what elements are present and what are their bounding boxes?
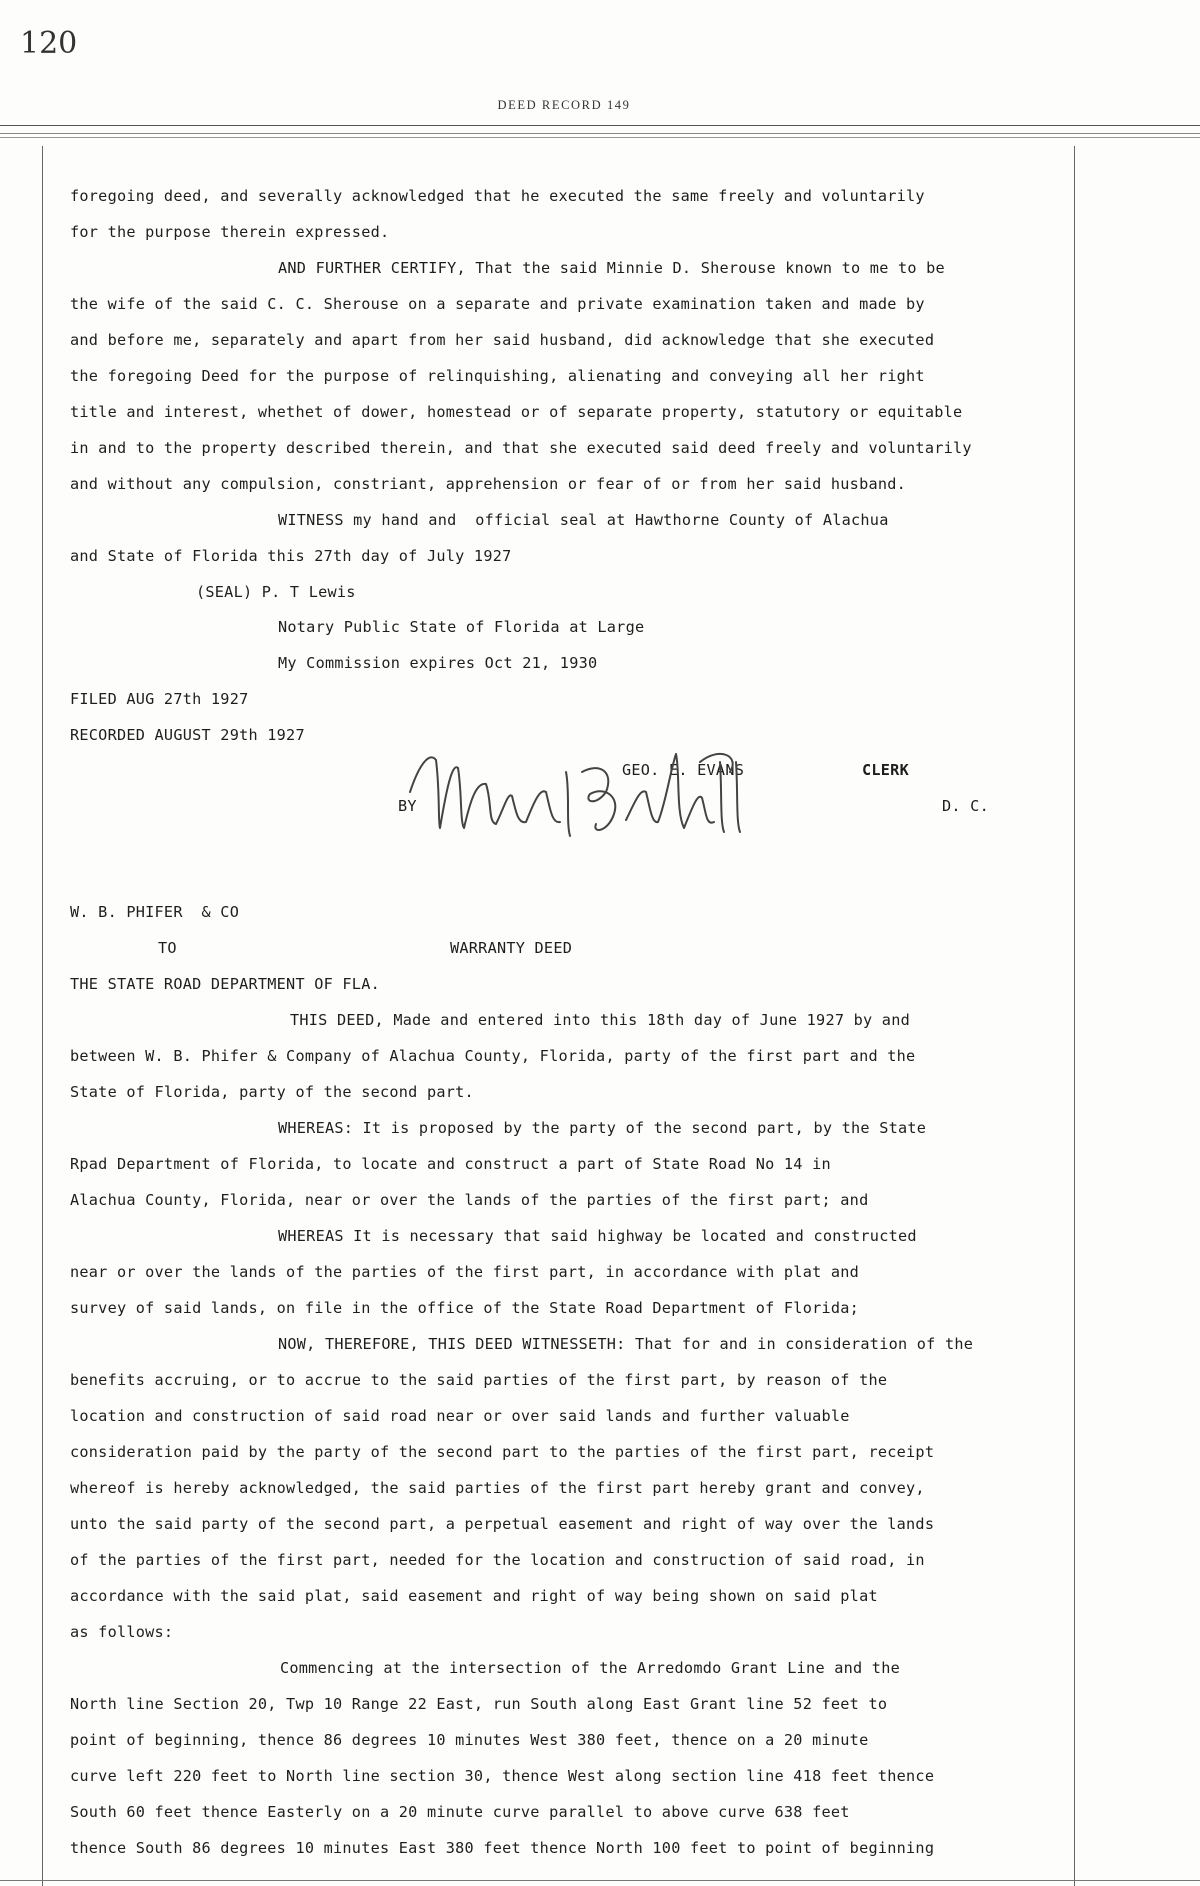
deed-body-line: THIS DEED, Made and entered into this 18th day of June 1927 by and [290, 1011, 910, 1029]
deed-body-line: consideration paid by the party of the second part to the parties of the first part, receipt [70, 1443, 935, 1461]
clerk-name: GEO. E. EVANS [622, 761, 745, 779]
deed-body-line: WHEREAS: It is proposed by the party of the second part, by the State [278, 1119, 927, 1137]
deed-body-line: whereof is hereby acknowledged, the said parties of the first part hereby grant and convey, [70, 1479, 925, 1497]
clerk-title: CLERK [862, 761, 909, 779]
deed-body-line: location and construction of said road near or over said lands and further valuable [70, 1407, 850, 1425]
witness-line: WITNESS my hand and official seal at Hawthorne County of Alachua [278, 511, 889, 529]
header-rule-top [0, 125, 1200, 126]
deed-body-line: unto the said party of the second part, a perpetual easement and right of way over the lands [70, 1515, 935, 1533]
deed-body-line: benefits accruing, or to accrue to the said parties of the first part, by reason of the [70, 1371, 888, 1389]
deed-body-line: point of beginning, thence 86 degrees 10 minutes West 380 feet, thence on a 20 minute [70, 1731, 869, 1749]
deed-body-line: Rpad Department of Florida, to locate and construct a part of State Road No 14 in [70, 1155, 831, 1173]
deed-body-line: of the parties of the first part, needed for the location and construction of said road, in [70, 1551, 925, 1569]
deed-grantor: W. B. PHIFER & CO [70, 903, 240, 921]
certificate-line: and without any compulsion, constriant, apprehension or fear of or from her said husband. [70, 475, 907, 493]
deed-body-line: thence South 86 degrees 10 minutes East 380 feet thence North 100 feet to point of beginning [70, 1839, 935, 1857]
deed-body-line: North line Section 20, Twp 10 Range 22 East, run South along East Grant line 52 feet to [70, 1695, 888, 1713]
deed-body-line: NOW, THEREFORE, THIS DEED WITNESSETH: That for and in consideration of the [278, 1335, 974, 1353]
deed-body-line: between W. B. Phifer & Company of Alachua County, Florida, party of the first part and the [70, 1047, 916, 1065]
certificate-line: the foregoing Deed for the purpose of relinquishing, alienating and conveying all her right [70, 367, 925, 385]
deed-body-line: curve left 220 feet to North line section 30, thence West along section line 418 feet thence [70, 1767, 935, 1785]
deed-body-line: accordance with the said plat, said easement and right of way being shown on said plat [70, 1587, 878, 1605]
deed-body-line: Commencing at the intersection of the Arredomdo Grant Line and the [280, 1659, 900, 1677]
filed-date: FILED AUG 27th 1927 [70, 690, 249, 708]
deed-body-line: South 60 feet thence Easterly on a 20 minute curve parallel to above curve 638 feet [70, 1803, 850, 1821]
deed-to-label: TO [158, 939, 177, 957]
left-margin-line [42, 146, 43, 1886]
certificate-line: and before me, separately and apart from her said husband, did acknowledge that she executed [70, 331, 935, 349]
deputy-clerk-label: D. C. [942, 797, 989, 815]
certificate-line: for the purpose therein expressed. [70, 223, 390, 241]
header-rule-bottom [0, 137, 1200, 138]
bottom-rule [0, 1880, 1200, 1881]
certificate-line: AND FURTHER CERTIFY, That the said Minnie D. Sherouse known to me to be [278, 259, 945, 277]
right-margin-line [1074, 146, 1075, 1886]
notary-title: Notary Public State of Florida at Large [278, 618, 645, 636]
recorded-date: RECORDED AUGUST 29th 1927 [70, 726, 305, 744]
certificate-line: the wife of the said C. C. Sherouse on a separate and private examination taken and made by [70, 295, 925, 313]
handwritten-signature [400, 732, 800, 852]
deed-body-line: near or over the lands of the parties of the first part, in accordance with plat and [70, 1263, 860, 1281]
deed-title: WARRANTY DEED [450, 939, 573, 957]
page-number: 120 [20, 26, 78, 61]
certificate-line: in and to the property described therein, and that she executed said deed freely and voluntarily [70, 439, 972, 457]
notary-seal-signature: (SEAL) P. T Lewis [196, 583, 356, 601]
deed-body-line: WHEREAS It is necessary that said highway be located and constructed [278, 1227, 917, 1245]
header-rule-middle [0, 133, 1200, 134]
running-header: DEED RECORD 149 [497, 98, 631, 112]
deed-grantee: THE STATE ROAD DEPARTMENT OF FLA. [70, 975, 380, 993]
certificate-line: title and interest, whethet of dower, homestead or of separate property, statutory or equitable [70, 403, 963, 421]
notary-commission: My Commission expires Oct 21, 1930 [278, 654, 598, 672]
deed-body-line: survey of said lands, on file in the office of the State Road Department of Florida; [70, 1299, 860, 1317]
deed-body-line: as follows: [70, 1623, 174, 1641]
witness-date-line: and State of Florida this 27th day of July 1927 [70, 547, 512, 565]
certificate-line: foregoing deed, and severally acknowledged that he executed the same freely and voluntarily [70, 187, 925, 205]
deed-body-line: Alachua County, Florida, near or over the lands of the parties of the first part; and [70, 1191, 869, 1209]
deed-body-line: State of Florida, party of the second part. [70, 1083, 474, 1101]
by-label: BY [398, 797, 417, 815]
